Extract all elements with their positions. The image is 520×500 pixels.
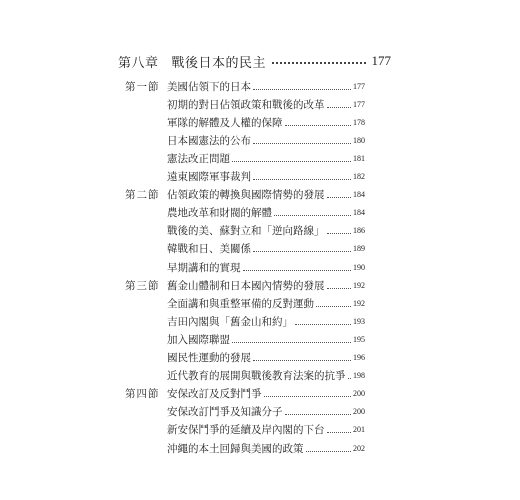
dot-leader [253, 178, 351, 180]
entry-title: 早期講和的實現 [167, 261, 241, 274]
entry-title: 憲法改正問題 [167, 152, 230, 165]
entry-page-number: 201 [353, 425, 365, 435]
toc-entry [125, 259, 365, 275]
dot-leader [243, 269, 352, 271]
entry-page-number: 200 [353, 389, 365, 399]
entry-page-number: 200 [353, 407, 365, 417]
toc-entry [125, 169, 365, 185]
entry-page-number: 182 [353, 172, 365, 181]
entry-page-number: 180 [353, 135, 365, 145]
entry-title: 戰後的美、蘇對立和「逆向路線」 [167, 225, 325, 238]
entry-title: 新安保鬥爭的延續及岸內閣的下台 [167, 424, 325, 437]
dot-leader [253, 359, 351, 361]
toc-entry [125, 114, 365, 130]
section-label: 第四節 [125, 388, 160, 401]
toc-entry [125, 277, 365, 293]
dot-leader [274, 214, 351, 216]
toc-entry [125, 132, 365, 148]
dot-leader [232, 160, 351, 162]
toc-entry [125, 440, 365, 456]
entry-title: 初期的對日佔領政策和戰後的改革 [167, 98, 325, 111]
toc-entry [125, 313, 365, 329]
dot-leader [264, 395, 352, 397]
dot-leader [348, 377, 352, 379]
entry-title: 吉田內閣與「舊金山和約」 [167, 315, 293, 328]
entry-page-number: 193 [353, 316, 365, 326]
entry-page-number: 189 [353, 244, 365, 254]
entry-page-number: 181 [353, 153, 365, 163]
entry-page-number: 177 [353, 81, 365, 91]
entry-title: 韓戰和日、美關係 [167, 243, 251, 256]
chapter-page-number: 177 [371, 53, 391, 68]
entry-page-number: 196 [353, 353, 365, 362]
dot-leader [327, 431, 352, 433]
entry-page-number: 198 [353, 371, 365, 381]
dot-leader [306, 450, 352, 452]
entry-page-number: 192 [353, 280, 365, 290]
entry-title: 近代教育的展開與戰後教育法案的抗爭 [167, 370, 346, 383]
entry-title: 國民性運動的發展 [167, 352, 251, 364]
entry-page-number: 184 [353, 190, 365, 200]
toc-entry [125, 241, 365, 257]
dot-leader [285, 413, 352, 415]
dot-leader [327, 196, 352, 198]
entry-title: 軍隊的解體及人權的保障 [167, 116, 283, 129]
entry-page-number: 192 [353, 298, 365, 308]
dot-leader [327, 232, 352, 234]
entry-title: 加入國際聯盟 [167, 333, 230, 346]
entry-title: 日本國憲法的公布 [167, 134, 251, 147]
toc-entry [125, 350, 365, 366]
dot-leader [295, 323, 351, 325]
dot-leader [272, 61, 365, 64]
section-label: 第一節 [125, 80, 160, 93]
entry-title: 佔領政策的轉換與國際情勢的發展 [167, 189, 325, 202]
entry-page-number: 195 [353, 334, 365, 344]
toc-entry [125, 223, 365, 239]
toc-entry [125, 404, 365, 420]
dot-leader [327, 287, 352, 289]
dot-leader [316, 305, 351, 307]
entry-page-number: 202 [353, 443, 365, 453]
section-label: 第二節 [125, 189, 160, 202]
dot-leader [285, 124, 352, 126]
toc-entry [125, 295, 365, 311]
chapter-label: 第八章 [118, 55, 159, 71]
entry-page-number: 186 [353, 226, 365, 236]
entry-title: 安保改訂及反對鬥爭 [167, 388, 262, 401]
dot-leader [253, 142, 351, 144]
dot-leader [253, 88, 351, 90]
section-label: 第三節 [125, 279, 160, 292]
entry-title: 美國佔領下的日本 [167, 80, 251, 93]
entry-title: 農地改革和財閥的解體 [167, 207, 272, 220]
toc-entry [125, 78, 365, 94]
toc-entry [125, 331, 365, 347]
toc-entry [125, 386, 365, 402]
entry-page-number: 190 [353, 262, 365, 272]
toc-entry [125, 96, 365, 112]
entry-page-number: 178 [353, 117, 365, 127]
entry-title: 遠東國際軍事裁判 [167, 171, 251, 183]
dot-leader [327, 106, 352, 108]
chapter-title: 戰後日本的民主 [171, 55, 267, 71]
entry-page-number: 177 [353, 99, 365, 109]
entry-page-number: 184 [353, 208, 365, 218]
dot-leader [253, 250, 351, 252]
toc-entry [125, 187, 365, 203]
toc-entry [125, 422, 365, 438]
dot-leader [232, 341, 351, 343]
toc-entry [125, 150, 365, 166]
toc-entry [125, 368, 365, 384]
chapter-heading [118, 52, 391, 70]
entry-title: 安保改訂鬥爭及知識分子 [167, 406, 283, 419]
toc-entry [125, 205, 365, 221]
entry-title: 舊金山體制和日本國內情勢的發展 [167, 279, 325, 292]
entry-title: 沖繩的本土回歸與美國的政策 [167, 442, 304, 455]
entry-title: 全面講和與重整軍備的反對運動 [167, 297, 314, 310]
